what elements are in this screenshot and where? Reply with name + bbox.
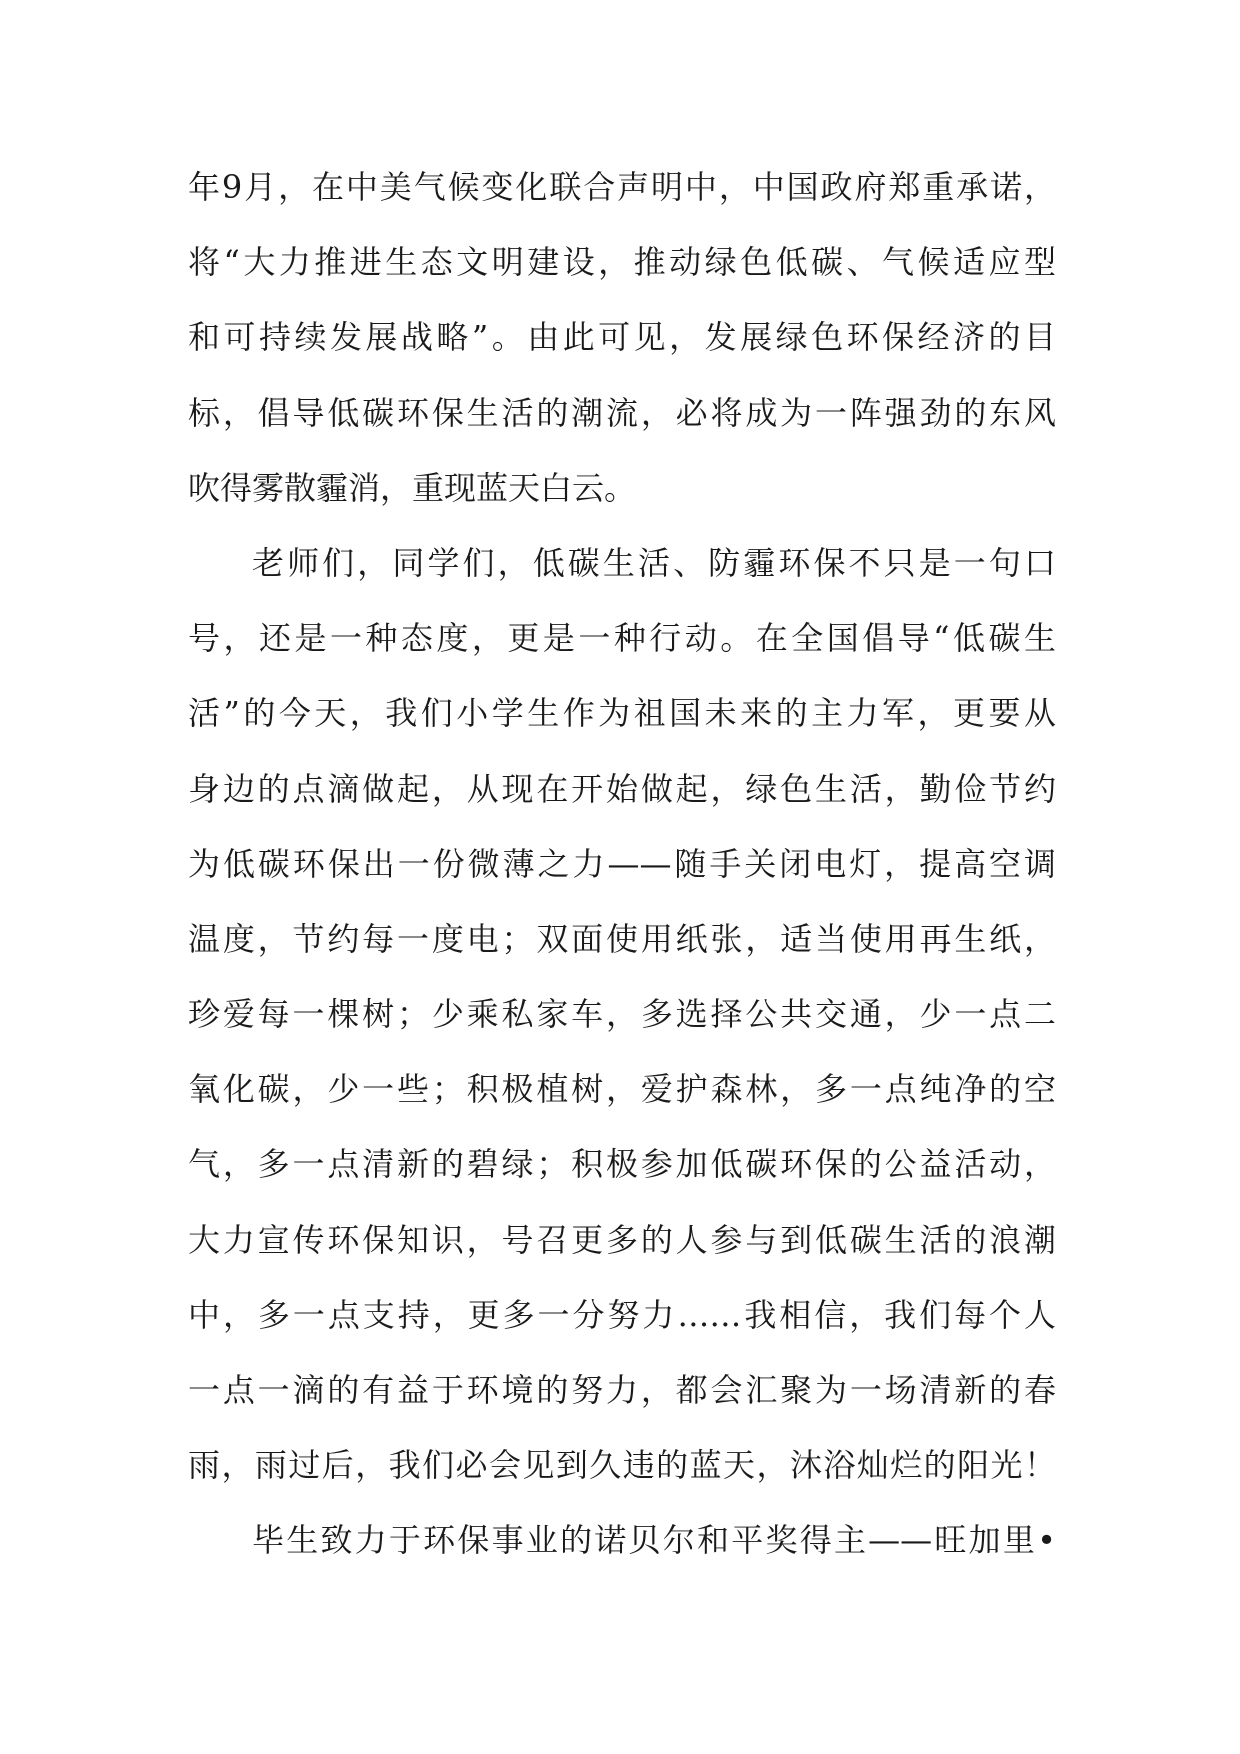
text-line: 身边的点滴做起，从现在开始做起，绿色生活，勤俭节约 — [188, 769, 1056, 808]
text-line: 一点一滴的有益于环境的努力，都会汇聚为一场清新的春 — [188, 1371, 1056, 1409]
text-line: 吹得雾散霾消，重现蓝天白云。 — [188, 468, 637, 507]
text-line: 氧化碳，少一些；积极植树，爱护森林，多一点纯净的空 — [188, 1070, 1056, 1109]
text-line: 将“大力推进生态文明建设，推动绿色低碳、气候适应型 — [188, 243, 1056, 282]
text-line: 大力宣传环保知识，号召更多的人参与到低碳生活的浪潮 — [188, 1220, 1056, 1259]
text-line: 活”的今天，我们小学生作为祖国未来的主力军，更要从 — [188, 694, 1056, 733]
paragraph-first-line: 毕生致力于环保事业的诺贝尔和平奖得主——旺加里• — [252, 1521, 1056, 1560]
text-line: 中，多一点支持，更多一分努力……我相信，我们每个人 — [188, 1295, 1056, 1334]
text-line: 年9月，在中美气候变化联合声明中，中国政府郑重承诺， — [188, 168, 1056, 206]
paragraph-first-line: 老师们，同学们，低碳生活、防霾环保不只是一句口 — [252, 543, 1056, 582]
text-line: 珍爱每一棵树；少乘私家车，多选择公共交通，少一点二 — [188, 995, 1056, 1034]
text-line: 和可持续发展战略”。由此可见，发展绿色环保经济的目 — [188, 318, 1056, 357]
text-line: 标，倡导低碳环保生活的潮流，必将成为一阵强劲的东风 — [188, 393, 1056, 432]
text-line: 雨，雨过后，我们必会见到久违的蓝天，沐浴灿烂的阳光！ — [188, 1446, 1056, 1485]
text-line: 气，多一点清新的碧绿；积极参加低碳环保的公益活动， — [188, 1145, 1056, 1184]
text-line: 为低碳环保出一份微薄之力——随手关闭电灯，提高空调 — [188, 844, 1056, 883]
body-text — [188, 150, 1056, 1579]
text-line: 号，还是一种态度，更是一种行动。在全国倡导“低碳生 — [188, 619, 1056, 658]
text-line: 温度，节约每一度电；双面使用纸张，适当使用再生纸， — [188, 919, 1056, 958]
